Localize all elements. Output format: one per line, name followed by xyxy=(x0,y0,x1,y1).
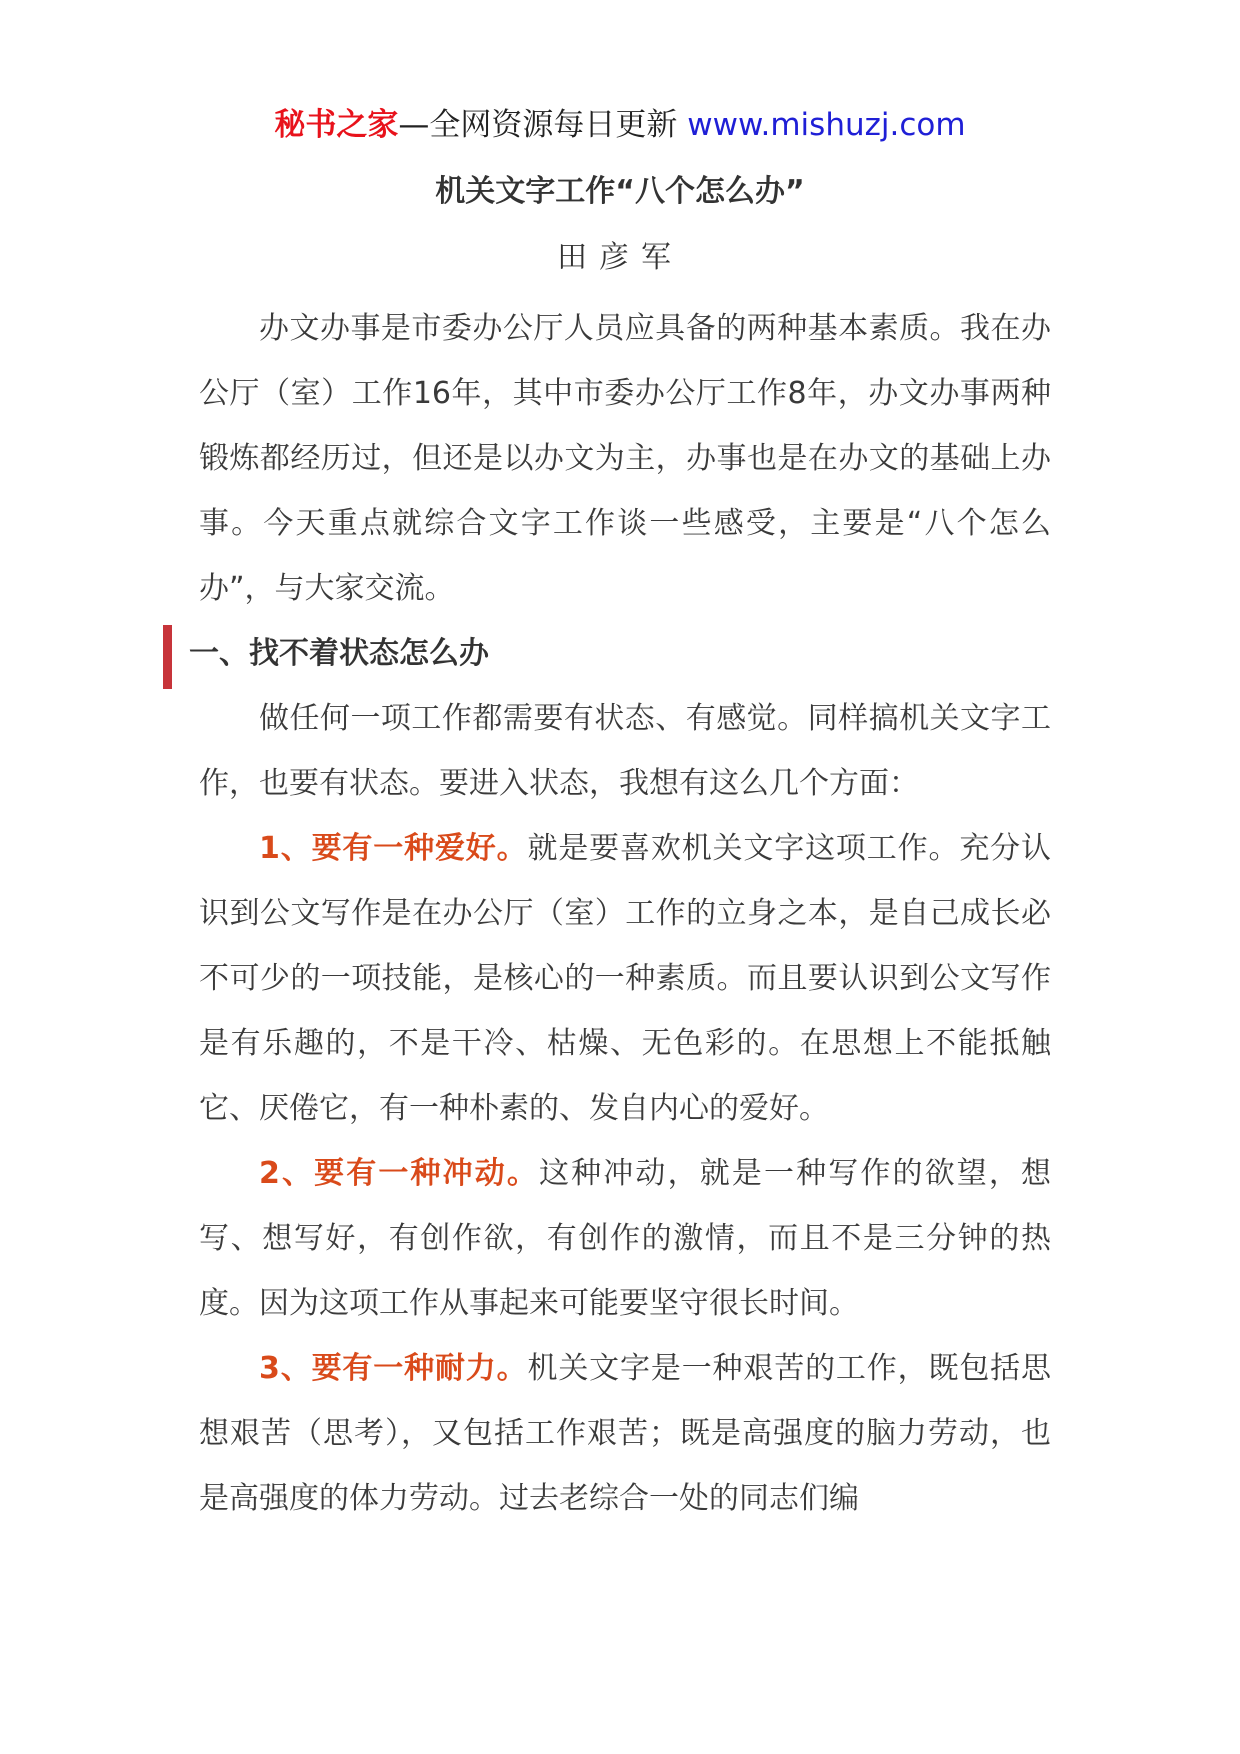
document-title: 机关文字工作“八个怎么办” xyxy=(435,174,805,209)
section-heading-text: 一、找不着状态怎么办 xyxy=(189,636,489,671)
header-tagline: —全网资源每日更新 xyxy=(398,107,688,143)
site-header xyxy=(0,103,1240,147)
document-author: 田彦军 xyxy=(557,240,683,275)
point-paragraph-2 xyxy=(199,1141,1051,1336)
section-intro-paragraph: 做任何一项工作都需要有状态、有感觉。同样搞机关文字工作，也要有状态。要进入状态，我想有这么几个方面： xyxy=(199,701,1051,801)
intro-paragraph: 办文办事是市委办公厅人员应具备的两种基本素质。我在办公厅（室）工作16年，其中市委办公厅工作8年，办文办事两种锻炼都经历过，但还是以办文为主，办事也是在办文的基础上办事。今天重点就综合文字工作谈一些感受，主要是“八个怎么办”，与大家交流。 xyxy=(199,311,1051,606)
point-text-2: 这种冲动，就是一种写作的欲望，想写、想写好，有创作欲，有创作的激情，而且不是三分钟的热度。因为这项工作从事起来可能要坚守很长时间。 xyxy=(199,1156,1051,1321)
site-url-link[interactable]: www.mishuzj.com xyxy=(687,107,966,143)
point-lead-1: 1、要有一种爱好。 xyxy=(259,831,528,866)
point-paragraph-1 xyxy=(199,816,1051,1141)
point-paragraph-3 xyxy=(199,1336,1051,1531)
point-text-3: 机关文字是一种艰苦的工作，既包括思想艰苦（思考），又包括工作艰苦；既是高强度的脑力劳动，也是高强度的体力劳动。过去老综合一处的同志们编 xyxy=(199,1351,1052,1516)
document-body xyxy=(189,296,1052,1531)
point-text-1: 就是要喜欢机关文字这项工作。充分认识到公文写作是在办公厅（室）工作的立身之本，是自己成长必不可少的一项技能，是核心的一种素质。而且要认识到公文写作是有乐趣的，不是干冷、枯燥、无色彩的。在思想上不能抵触它、厌倦它，有一种朴素的、发自内心的爱好。 xyxy=(199,831,1052,1126)
point-lead-3: 3、要有一种耐力。 xyxy=(259,1351,528,1386)
section-heading xyxy=(189,621,1041,686)
brand-name: 秘书之家 xyxy=(274,107,399,143)
point-lead-2: 2、要有一种冲动。 xyxy=(259,1156,540,1191)
section-marker-bar xyxy=(163,625,172,689)
